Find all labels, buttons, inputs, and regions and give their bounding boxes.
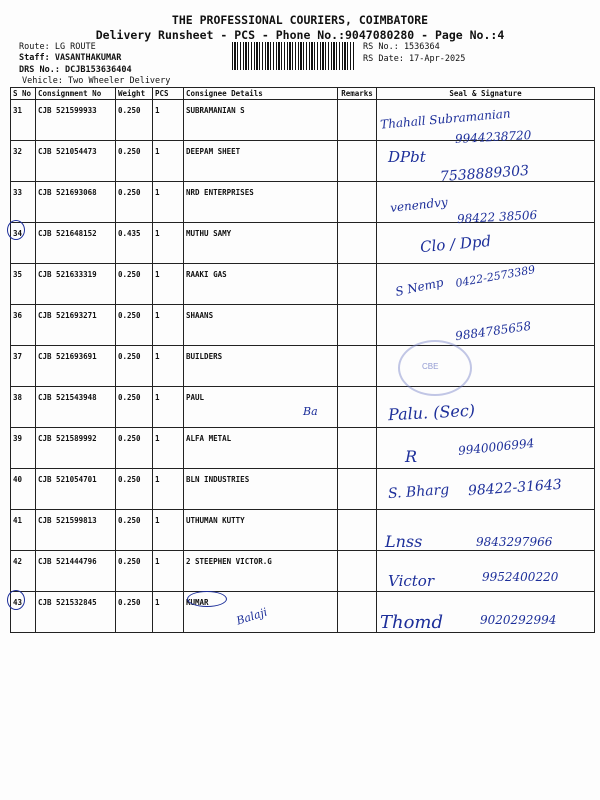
cell-consignee: DEEPAM SHEET	[184, 141, 338, 182]
cell-consignment: CJB 521543948	[36, 387, 116, 428]
rs-date: RS Date: 17-Apr-2025	[363, 54, 466, 64]
cell-sno: 37	[11, 346, 36, 387]
cell-consignee: MUTHU SAMY	[184, 223, 338, 264]
cell-pcs: 1	[153, 346, 184, 387]
cell-consignment: CJB 521054701	[36, 469, 116, 510]
cell-consignee: PAUL	[184, 387, 338, 428]
signature-row-35: S Nemp	[394, 275, 445, 299]
cell-consignee: SHAANS	[184, 305, 338, 346]
phone-row-31: 9944238720	[454, 128, 532, 146]
cell-pcs: 1	[153, 223, 184, 264]
cell-sno: 33	[11, 182, 36, 223]
drs-label: DRS No.: DCJB153636404	[19, 65, 132, 75]
table-row	[11, 223, 595, 264]
cell-sno: 34	[11, 223, 36, 264]
cell-weight: 0.250	[116, 100, 153, 141]
phone-row-40: 98422-31643	[467, 476, 563, 500]
table-header-row	[11, 88, 595, 100]
cell-sno: 38	[11, 387, 36, 428]
phone-row-33: 98422 38506	[456, 207, 538, 227]
col-consignee: Consignee Details	[184, 88, 338, 100]
staff-label: Staff: VASANTHAKUMAR	[19, 53, 122, 63]
cell-weight: 0.250	[116, 141, 153, 182]
phone-row-39: 9940006994	[457, 436, 535, 458]
phone-row-32: 7538889303	[439, 162, 530, 186]
signature-row-33: venendvy	[389, 195, 449, 215]
signature-row-38: Palu. (Sec)	[387, 400, 476, 425]
cell-consignee: RAAKI GAS	[184, 264, 338, 305]
cell-remarks	[338, 182, 377, 223]
cell-remarks	[338, 387, 377, 428]
signature-row-42: Victor	[388, 572, 434, 590]
cell-consignment: CJB 521532845	[36, 592, 116, 633]
cell-consignee: KUMAR	[184, 592, 338, 633]
phone-row-42: 9952400220	[482, 570, 559, 584]
cell-consignment: CJB 521599933	[36, 100, 116, 141]
cell-sno: 43	[11, 592, 36, 633]
cell-pcs: 1	[153, 100, 184, 141]
col-weight: Weight	[116, 88, 153, 100]
cell-weight: 0.435	[116, 223, 153, 264]
cell-consignee: NRD ENTERPRISES	[184, 182, 338, 223]
barcode	[232, 42, 354, 70]
cell-pcs: 1	[153, 510, 184, 551]
cell-remarks	[338, 551, 377, 592]
phone-row-41: 9843297966	[476, 535, 553, 549]
cell-pcs: 1	[153, 469, 184, 510]
cell-remarks	[338, 264, 377, 305]
phone-row-35: 0422-2573389	[454, 263, 537, 290]
col-consignment: Consignment No	[36, 88, 116, 100]
office-stamp: CBE	[398, 340, 472, 396]
cell-remarks	[338, 305, 377, 346]
phone-row-43: 9020292994	[480, 613, 557, 627]
cell-consignee: BUILDERS	[184, 346, 338, 387]
cell-weight: 0.250	[116, 305, 153, 346]
cell-weight: 0.250	[116, 387, 153, 428]
cell-weight: 0.250	[116, 510, 153, 551]
cell-weight: 0.250	[116, 428, 153, 469]
cell-sno: 36	[11, 305, 36, 346]
cell-consignment: CJB 521648152	[36, 223, 116, 264]
cell-consignment: CJB 521054473	[36, 141, 116, 182]
col-pcs: PCS	[153, 88, 184, 100]
circled-consignee-43	[187, 591, 227, 607]
signature-row-40: S. Bharg	[387, 481, 450, 503]
cell-sno: 32	[11, 141, 36, 182]
cell-weight: 0.250	[116, 592, 153, 633]
phone-row-36: 9884785658	[454, 318, 532, 344]
circled-sno-43	[7, 590, 25, 610]
cell-consignment: CJB 521693068	[36, 182, 116, 223]
cell-pcs: 1	[153, 387, 184, 428]
cell-weight: 0.250	[116, 346, 153, 387]
cell-consignment: CJB 521693271	[36, 305, 116, 346]
cell-consignment: CJB 521444796	[36, 551, 116, 592]
consignee-note-43: Balaji	[234, 605, 269, 628]
cell-pcs: 1	[153, 592, 184, 633]
signature-row-32: DPbt	[388, 148, 426, 166]
signature-row-41: Lnss	[385, 532, 423, 551]
cell-pcs: 1	[153, 305, 184, 346]
col-remarks: Remarks	[338, 88, 377, 100]
cell-sno: 39	[11, 428, 36, 469]
cell-weight: 0.250	[116, 182, 153, 223]
cell-consignee: SUBRAMANIAN S	[184, 100, 338, 141]
cell-pcs: 1	[153, 428, 184, 469]
company-title: THE PROFESSIONAL COURIERS, COIMBATORE	[171, 13, 429, 27]
signature-row-39: R	[405, 447, 418, 466]
route-label: Route: LG ROUTE	[19, 42, 96, 52]
cell-remarks	[338, 592, 377, 633]
cell-sno: 31	[11, 100, 36, 141]
cell-pcs: 1	[153, 264, 184, 305]
cell-weight: 0.250	[116, 469, 153, 510]
cell-consignment: CJB 521633319	[36, 264, 116, 305]
cell-consignee: BLN INDUSTRIES	[184, 469, 338, 510]
cell-consignment: CJB 521589992	[36, 428, 116, 469]
cell-weight: 0.250	[116, 551, 153, 592]
signature-row-31: Thahall Subramanian	[379, 106, 512, 132]
cell-consignee: ALFA METAL	[184, 428, 338, 469]
signature-row-34: Clo / Dpd	[419, 231, 492, 257]
cell-remarks	[338, 346, 377, 387]
cell-pcs: 1	[153, 141, 184, 182]
remark-row-38: Ba	[303, 405, 318, 418]
vehicle-label: Vehicle: Two Wheeler Delivery	[22, 76, 171, 86]
col-sno: S No	[11, 88, 36, 100]
cell-consignee: UTHUMAN KUTTY	[184, 510, 338, 551]
cell-remarks	[338, 469, 377, 510]
cell-weight: 0.250	[116, 264, 153, 305]
circled-sno-34	[7, 220, 25, 240]
col-seal-signature: Seal & Signature	[377, 88, 595, 100]
cell-remarks	[338, 510, 377, 551]
signature-row-43: Thomd	[380, 612, 444, 633]
cell-remarks	[338, 141, 377, 182]
cell-remarks	[338, 100, 377, 141]
rs-number: RS No.: 1536364	[363, 42, 440, 52]
cell-sno: 40	[11, 469, 36, 510]
cell-consignee: 2 STEEPHEN VICTOR.G	[184, 551, 338, 592]
table-row	[11, 346, 595, 387]
cell-sno: 41	[11, 510, 36, 551]
runsheet-subtitle: Delivery Runsheet - PCS - Phone No.:9047080280 - Page No.:4	[95, 28, 505, 42]
cell-sno: 35	[11, 264, 36, 305]
cell-consignment: CJB 521693691	[36, 346, 116, 387]
cell-consignment: CJB 521599813	[36, 510, 116, 551]
cell-pcs: 1	[153, 182, 184, 223]
cell-remarks	[338, 223, 377, 264]
cell-pcs: 1	[153, 551, 184, 592]
cell-remarks	[338, 428, 377, 469]
cell-sno: 42	[11, 551, 36, 592]
